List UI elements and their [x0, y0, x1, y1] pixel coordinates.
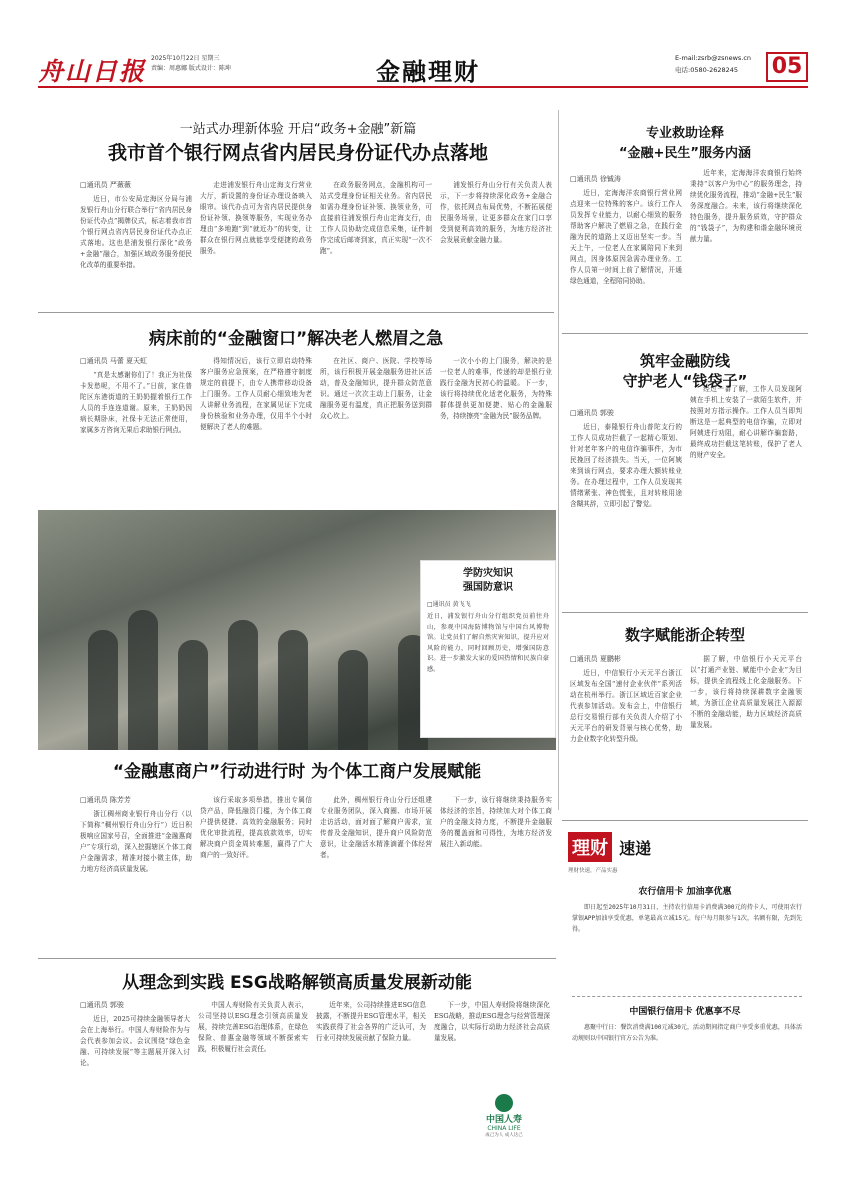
paragraph: 近日，定海海洋农商银行营业网点迎来一位特殊的客户。该行工作人员发挥专业能力，以耐心细致的服务帮助客户解决了燃眉之急，在践行金融为民的道路上又迈出坚实一步。当天上午，一位老人在家属陪同下来到网点，因身体原因急需办理业务。工作人员第一时间上前了解情况，开通绿色通道，全程陪同协助。	[570, 189, 682, 285]
article-column	[440, 356, 552, 508]
dashed-divider	[572, 996, 802, 997]
phone-text: 电话:0580-2628245	[675, 66, 739, 74]
express-item-text: 惠聚中行日：餐饮消费满100元减30元，活动期间指定商户享受多重优惠，具体活动规则以中国银行官方公告为准。	[572, 1024, 802, 1042]
paragraph: 浙江稠州商业银行舟山分行（以下简称“稠州银行舟山分行”）近日积极响应国家号召，全面推进“金融惠商户”专项行动，深入挖掘辖区个体工商户金融需求，精准对接小微主体，助力地方经济高质量发展。	[80, 810, 192, 873]
article-column	[320, 180, 432, 304]
paragraph: 中国人寿财险有关负责人表示，公司坚持以ESG理念引领高质量发展，持续完善ESG治理体系，在绿色保险、普惠金融等领域不断探索实践，积极履行社会责任。	[198, 1001, 308, 1053]
paragraph: 浦发银行舟山分行有关负责人表示，下一步将持续深化政务+金融合作，依托网点布局优势，不断拓展便民服务场景，让更多群众在家门口享受到便利高效的服务，为地方经济社会发展贡献金融力量。	[440, 181, 552, 244]
paragraph: 近年来，公司持续推进ESG信息披露，不断提升ESG管理水平，相关实践获得了社会各界的广泛认可，为行业可持续发展贡献了保险力量。	[316, 1001, 426, 1042]
express-tagline: 理财快速，产品实惠	[568, 868, 618, 874]
article-headline: 从理念到实践 ESG战略解锁高质量发展新动能	[122, 973, 472, 993]
article-column	[320, 356, 432, 508]
article-column	[200, 180, 312, 304]
finance-express	[562, 826, 808, 1166]
article-headline: “金融+民生”服务内涵	[619, 146, 751, 161]
paragraph: 近日，2025可持续金融领导者大会在上海举行。中国人寿财险作为与会代表参加会议。会议围绕“绿色金融、可持续发展”等主题展开深入讨论。	[80, 1015, 190, 1067]
article-kicker: 筑牢金融防线	[639, 352, 730, 370]
paragraph: “真是太感谢你们了！我正为社保卡发愁呢，不用不了。”日前，家住普陀区东港街道的王奶奶握着银行工作人员的手连连道谢。原来，王奶奶因病长期卧床，社保卡无法正常使用，家属多方咨询无果后求助银行网点。	[80, 371, 192, 434]
email-text: E-mail:zsrb@zsnews.cn	[675, 54, 752, 62]
express-item-text: 即日起至2025年10月31日，主持农行信用卡消费满300元的持卡人，可使用农行掌银APP加油享受优惠，单笔最高立减15元。每户每月限参与1次，名额有限，先到先得。	[572, 904, 802, 933]
article-column	[316, 1000, 426, 1134]
divider	[38, 958, 556, 959]
paragraph: 近日，市公安局定海区分局与浦发银行舟山分行联合举行“省内居民身份证代办点”揭牌仪式，标志着我市首个银行网点省内居民身份证代办点正式落地。这也是浦发银行深化“政务+金融”融合，加强区域政务服务便民化改革的重要举措。	[80, 195, 192, 269]
divider	[562, 612, 808, 613]
paragraph: 下一步，该行将继续秉持服务实体经济的宗旨，持续加大对个体工商户的金融支持力度，不断提升金融服务的覆盖面和可得性，为地方经济发展注入新动能。	[440, 796, 552, 848]
article-column	[690, 654, 802, 836]
paragraph: 在社区、商户、医院、学校等场所，该行积极开展金融服务进社区活动，普及金融知识，提升群众防范意识。通过一次次主动上门服务，让金融服务更有温度，真正把服务送到群众心坎上。	[320, 357, 432, 420]
article-column	[80, 1014, 190, 1134]
article-byline: □通讯员 陈芳芳	[80, 796, 131, 804]
paragraph: 得知情况后，该行立即启动特殊客户服务应急预案，在严格遵守制度规定的前提下，由专人携带移动设备上门服务。工作人员耐心细致地为老人讲解业务流程，在家属见证下完成身份核验和业务办理，仅用半个小时便解决了老人的难题。	[200, 357, 312, 431]
paragraph: 此外，稠州银行舟山分行还组建专业服务团队，深入商圈、市场开展走访活动，面对面了解商户需求，宣传普及金融知识，提升商户风险防范意识，让金融活水精准滴灌个体经营者。	[320, 796, 432, 859]
china-life-en: CHINA LIFE	[487, 1125, 521, 1132]
express-logo	[568, 832, 651, 862]
article-esg	[38, 962, 556, 1162]
paragraph: 走进浦发银行舟山定海支行营业大厅，新设置的身份证办理设备映入眼帘。该代办点可为省内居民提供身份证补领、换领等服务，实现业务办理由“多地跑”到“就近办”的转变，让群众在银行网点就能享受便捷的政务服务。	[200, 181, 312, 255]
china-life-logo	[458, 1094, 550, 1138]
article-byline: □通讯员 马蕾 夏天虹	[80, 357, 148, 365]
masthead	[38, 52, 808, 94]
paragraph: 该行采取多项举措，推出专属信贷产品，降低融资门槛，为个体工商户提供便捷、高效的金融服务；同时优化审批流程，提高放款效率，切实解决商户资金周转难题，赢得了广大商户的一致好评。	[200, 796, 312, 859]
divider	[562, 333, 808, 334]
divider	[562, 820, 808, 821]
article-column	[570, 422, 682, 572]
article-headline: 我市首个银行网点省内居民身份证代办点落地	[107, 142, 488, 164]
section-title: 金融理财	[376, 58, 480, 86]
issue-date: 2025年10月22日 星期三	[151, 55, 220, 62]
article-headline: 守护老人“钱袋子”	[622, 372, 748, 390]
article-kicker: 专业救助诠释	[645, 126, 724, 141]
article-column	[320, 795, 432, 957]
paragraph: 近日，中信银行小天元平台浙江区域发布全国“速付企业伙伴”系列活动在杭州举行。浙江区域近百家企业代表参加活动。发布会上，中信银行总行交易银行部有关负责人介绍了小天元平台的研发背景与核心优势，助力企业数字化转型升级。	[570, 669, 682, 743]
paragraph: 经过一番了解，工作人员发现阿姨在手机上安装了一款陌生软件，并按照对方指示操作。工作人员当即判断这是一起典型的电信诈骗，立即对阿姨进行劝阻，耐心讲解诈骗套路，最终成功拦截这笔转账，保护了老人的财产安全。	[690, 385, 802, 459]
article-kicker: 一站式办理新体验 开启“政务+金融”新篇	[179, 122, 417, 137]
caption-byline: □通讯员 黄飞飞	[427, 601, 471, 608]
article-column	[80, 194, 192, 304]
date-line	[151, 54, 231, 74]
express-item-title: 农行信用卡 加油享优惠	[638, 887, 732, 897]
page-number: 05	[766, 52, 808, 82]
paragraph: 近年来，定海海洋农商银行始终秉持“以客户为中心”的服务理念，持续优化服务流程，推动“金融+民生”服务深度融合。未来，该行将继续深化特色服务，提升服务质效，守护群众的“钱袋子”，为构建和谐金融环境贡献力量。	[690, 169, 802, 243]
contact-info	[675, 52, 751, 76]
article-sickbed	[38, 320, 554, 460]
article-byline: □通讯员 徐铖涛	[570, 175, 621, 183]
article-column	[80, 809, 192, 957]
china-life-tagline: 成己为人 成人达己	[485, 1133, 523, 1138]
article-headline: 数字赋能浙企转型	[624, 626, 745, 644]
express-item-title: 中国银行信用卡 优惠享不尽	[629, 1007, 741, 1017]
article-column	[200, 356, 312, 508]
article-column	[440, 795, 552, 957]
china-life-cn: 中国人寿	[485, 1115, 522, 1125]
article-column	[434, 1000, 550, 1085]
divider	[38, 312, 554, 313]
article-byline: □通讯员 夏鹏彬	[570, 655, 621, 663]
article-headline: 病床前的“金融窗口”解决老人燃眉之急	[148, 329, 444, 349]
article-byline: □通讯员 郭骏	[570, 409, 614, 417]
article-column	[198, 1000, 308, 1134]
article-byline: □通讯员 郭骏	[80, 1001, 124, 1009]
caption-title: 学防灾知识 强国防意识	[463, 568, 513, 593]
article-column	[200, 795, 312, 957]
article-headline: “金融惠商户”行动进行时 为个体工商户发展赋能	[112, 762, 482, 782]
china-life-icon	[495, 1094, 513, 1112]
newspaper-logo: 舟山日报	[38, 57, 147, 86]
paragraph: 在政务服务网点，金融机构可一站式受理身份证相关业务。省内居民如需办理身份证补领、换领业务，可直接前往浦发银行舟山定海支行，由工作人员协助完成信息采集，证件制作完成后邮寄到家，真正实现“一次不跑”。	[320, 181, 432, 255]
article-column	[80, 370, 192, 508]
article-merchants	[38, 755, 556, 955]
article-byline: □通讯员 严薇薇	[80, 181, 131, 189]
photo-caption-box	[420, 560, 556, 738]
express-logo-suffix: 速递	[619, 839, 652, 858]
paragraph: 下一步，中国人寿财险将继续深化ESG战略，推动ESG理念与经营管理深度融合，以实际行动助力经济社会高质量发展。	[434, 1001, 550, 1042]
express-logo-mark: 理财	[568, 832, 612, 862]
article-id-card	[38, 118, 558, 318]
article-column	[690, 384, 802, 572]
paragraph: 近日，泰隆银行舟山普陀支行的工作人员成功拦截了一起精心策划、针对老年客户的电信诈骗事件，为市民挽回了经济损失。当天，一位阿姨来到该行网点，要求办理大额转账业务。在办理过程中，工作人员发现其情绪紧张、神色慌张，且对转账用途含糊其辞，立即引起了警觉。	[570, 423, 682, 508]
paragraph: 据了解，中信银行小天元平台以“打通产业链、赋能中小企业”为目标，提供全流程线上化金融服务。下一步，该行将持续深耕数字金融领域，为浙江企业高质量发展注入源源不断的金融动能，助力区域经济高质量发展。	[690, 655, 802, 729]
article-elderly	[562, 340, 808, 565]
column-divider	[558, 110, 559, 810]
header-rule	[38, 86, 808, 88]
paragraph: 一次小小的上门服务，解决的是一位老人的难事，传递的却是银行业践行金融为民初心的温暖。下一步，该行将持续优化适老化服务，为特殊群体提供更加便捷、贴心的金融服务，持续擦亮“金融为民”服务品牌。	[440, 357, 552, 420]
article-column	[570, 668, 682, 836]
caption-text: 近日，浦发银行舟山分行组织党员前往舟山，参观中国海防博物馆与中国台风博物馆。让党员们了解自然灾害知识，提升应对风险的能力，同时回顾历史，增强国防意识。进一步激发大家的爱国热情和民族自豪感。	[427, 613, 549, 673]
article-digital	[562, 618, 808, 818]
article-rescue	[562, 118, 808, 338]
editor-credit: 责编：周惠娜 版式设计：陈坤	[151, 65, 231, 72]
article-column	[440, 180, 552, 304]
